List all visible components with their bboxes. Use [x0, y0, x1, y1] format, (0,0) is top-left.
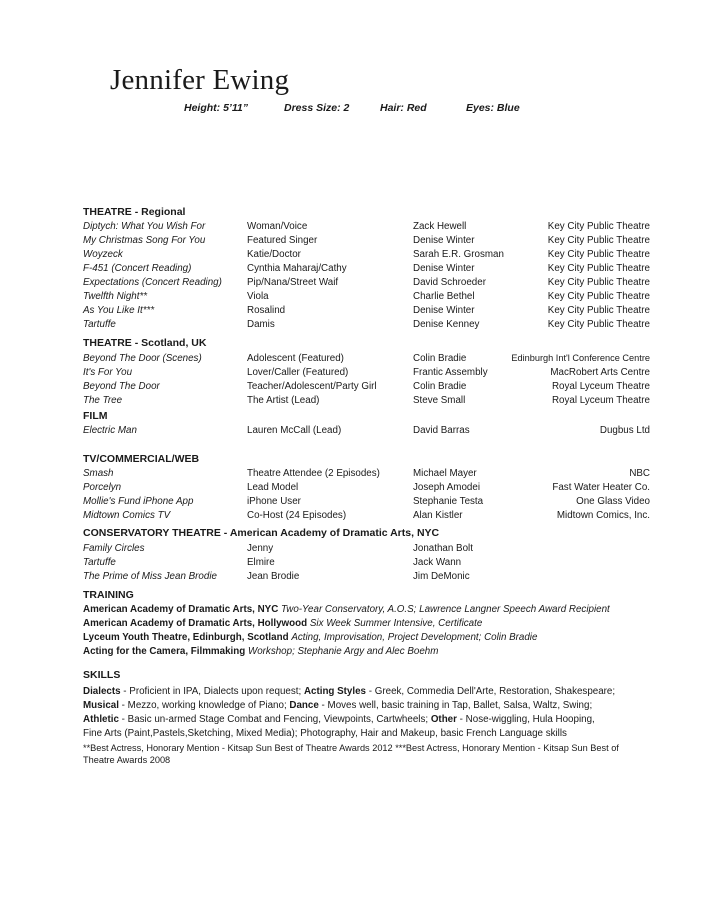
- training-detail: Acting, Improvisation, Project Development; Colin Bradie: [291, 632, 538, 643]
- skills-line: Fine Arts (Paint,Pastels,Sketching, Mixed Media); Photography, Hair and Makeup, basic French Language skills: [83, 728, 567, 739]
- credit-title: Mollie's Fund iPhone App: [83, 496, 194, 507]
- credit-role: Viola: [247, 291, 269, 302]
- credit-title: Twelfth Night**: [83, 291, 148, 302]
- credit-title: Electric Man: [83, 425, 137, 436]
- skill-text-dance: Moves well, basic training in Tap, Ballet, Salsa, Waltz, Swing;: [327, 700, 593, 711]
- skill-label-dance: Dance: [289, 700, 319, 711]
- actor-name: Jennifer Ewing: [110, 64, 290, 96]
- credit-director: Jonathan Bolt: [413, 543, 473, 554]
- credit-role: Cynthia Maharaj/Cathy: [247, 263, 347, 274]
- credit-venue: Key City Public Theatre: [547, 277, 650, 288]
- skill-label-other: Other: [430, 714, 457, 725]
- credit-row: [0, 234, 702, 248]
- credit-role: Featured Singer: [247, 235, 318, 246]
- credit-title: Porcelyn: [83, 482, 122, 493]
- skill-text-other: Nose-wiggling, Hula Hooping,: [465, 714, 595, 725]
- credit-title: Diptych: What You Wish For: [83, 221, 206, 232]
- credit-role: Woman/Voice: [247, 221, 308, 232]
- section-heading-film: FILM: [83, 410, 108, 422]
- credit-role: Adolescent (Featured): [247, 353, 344, 364]
- skill-text-dialects: Proficient in IPA, Dialects upon request;: [129, 686, 302, 697]
- credit-row: [0, 220, 702, 234]
- skill-text-acting: Greek, Commedia Dell'Arte, Restoration, Shakespeare;: [374, 686, 616, 697]
- skill-label-acting: Acting Styles: [303, 686, 367, 697]
- credit-director: Denise Winter: [413, 263, 475, 274]
- credit-venue: Dugbus Ltd: [599, 425, 650, 436]
- credit-director: Jack Wann: [413, 557, 462, 568]
- credit-director: David Barras: [413, 425, 470, 436]
- credit-row: [0, 424, 702, 438]
- training-item: [83, 617, 653, 631]
- credit-row: [0, 262, 702, 276]
- footnote-line: **Best Actress, Honorary Mention - Kitsap Sun Best of Theatre Awards 2012 ***Best Actress, Honorary Mention - Kitsap Sun Best of: [83, 743, 619, 753]
- credit-venue: Key City Public Theatre: [547, 235, 650, 246]
- credit-venue: Fast Water Heater Co.: [552, 482, 650, 493]
- credit-row: [0, 366, 702, 380]
- credit-title: Beyond The Door: [83, 381, 160, 392]
- credit-venue: Royal Lyceum Theatre: [551, 395, 650, 406]
- training-school: American Academy of Dramatic Arts, Hollywood: [83, 618, 308, 629]
- credit-venue: Key City Public Theatre: [547, 263, 650, 274]
- credit-venue: Key City Public Theatre: [547, 249, 650, 260]
- training-school: Lyceum Youth Theatre, Edinburgh, Scotland: [83, 632, 289, 643]
- credit-title: Family Circles: [83, 543, 145, 554]
- skill-label-dialects: Dialects: [83, 686, 121, 697]
- credit-venue: MacRobert Arts Centre: [550, 367, 650, 378]
- credit-venue: NBC: [629, 468, 650, 479]
- credit-role: Jean Brodie: [247, 571, 300, 582]
- credit-director: Denise Kenney: [413, 319, 480, 330]
- training-detail: Two-Year Conservatory, A.O.S; Lawrence Langner Speech Award Recipient: [281, 604, 610, 615]
- skill-text-musical: Mezzo, working knowledge of Piano;: [127, 700, 287, 711]
- credit-role: Katie/Doctor: [247, 249, 301, 260]
- credit-role: The Artist (Lead): [247, 395, 320, 406]
- section-heading-tv: TV/COMMERCIAL/WEB: [83, 453, 200, 465]
- credit-title: Smash: [83, 468, 114, 479]
- skills-line: Dialects - Proficient in IPA, Dialects upon request; Acting Styles - Greek, Commedia Dell'Arte, Restoration, Shakespeare;: [83, 686, 616, 697]
- credit-role: Jenny: [247, 543, 274, 554]
- section-heading-skills: SKILLS: [83, 669, 121, 681]
- credit-title: Tartuffe: [83, 319, 116, 330]
- credit-row: [0, 304, 702, 318]
- training-detail: Six Week Summer Intensive, Certificate: [309, 618, 483, 629]
- credit-role: Co-Host (24 Episodes): [247, 510, 347, 521]
- credit-role: Rosalind: [247, 305, 286, 316]
- credit-director: Steve Small: [413, 395, 466, 406]
- credit-role: Damis: [247, 319, 275, 330]
- credit-director: Denise Winter: [413, 235, 475, 246]
- credit-role: Elmire: [247, 557, 275, 568]
- credit-director: Jim DeMonic: [413, 571, 470, 582]
- credit-role: iPhone User: [247, 496, 301, 507]
- skill-label-athletic: Athletic: [83, 714, 119, 725]
- skill-label-musical: Musical: [83, 700, 119, 711]
- credit-venue: Key City Public Theatre: [547, 291, 650, 302]
- stat-hair: Hair: Red: [380, 102, 427, 114]
- credit-row: [0, 509, 702, 523]
- credit-director: Denise Winter: [413, 305, 475, 316]
- credit-director: Zack Hewell: [413, 221, 467, 232]
- training-item: [83, 631, 653, 645]
- credit-venue: One Glass Video: [576, 496, 650, 507]
- skills-line: Musical - Mezzo, working knowledge of Piano; Dance - Moves well, basic training in Tap, Ballet, Salsa, Waltz, Swing;: [83, 700, 593, 711]
- credit-row: [0, 481, 702, 495]
- credit-title: The Prime of Miss Jean Brodie: [83, 571, 217, 582]
- credit-role: Lead Model: [247, 482, 299, 493]
- credit-title: Expectations (Concert Reading): [83, 277, 222, 288]
- credit-title: As You Like It***: [83, 305, 155, 316]
- credit-row: [0, 248, 702, 262]
- credit-director: Colin Bradie: [413, 381, 467, 392]
- skill-text-athletic: Basic un-armed Stage Combat and Fencing, Viewpoints, Cartwheels;: [127, 714, 429, 725]
- credit-director: Charlie Bethel: [413, 291, 475, 302]
- credit-title: The Tree: [83, 395, 123, 406]
- credit-title: My Christmas Song For You: [83, 235, 206, 246]
- training-item: [83, 645, 653, 659]
- credit-venue: Midtown Comics, Inc.: [556, 510, 650, 521]
- stat-eyes: Eyes: Blue: [466, 102, 520, 114]
- credit-venue: Key City Public Theatre: [547, 319, 650, 330]
- section-heading-theatre-scotland: THEATRE - Scotland, UK: [83, 337, 207, 349]
- credit-row: [0, 556, 702, 570]
- stat-dress-size: Dress Size: 2: [284, 102, 350, 114]
- section-heading-training: TRAINING: [83, 589, 134, 601]
- credit-title: It's For You: [83, 367, 133, 378]
- credit-venue: Key City Public Theatre: [547, 221, 650, 232]
- credit-row: [0, 290, 702, 304]
- credit-venue: Royal Lyceum Theatre: [551, 381, 650, 392]
- credit-row: [0, 380, 702, 394]
- stat-height: Height: 5’11”: [184, 102, 248, 114]
- credit-director: Joseph Amodei: [413, 482, 480, 493]
- credit-row: [0, 467, 702, 481]
- credit-director: Stephanie Testa: [413, 496, 484, 507]
- credit-role: Teacher/Adolescent/Party Girl: [247, 381, 377, 392]
- credit-row: [0, 394, 702, 408]
- credit-row: [0, 318, 702, 332]
- credit-director: Michael Mayer: [413, 468, 477, 479]
- credit-role: Theatre Attendee (2 Episodes): [247, 468, 380, 479]
- credit-title: Midtown Comics TV: [83, 510, 171, 521]
- credit-director: Sarah E.R. Grosman: [413, 249, 504, 260]
- credit-row: [0, 276, 702, 290]
- credit-title: Woyzeck: [83, 249, 123, 260]
- footnote-line: Theatre Awards 2008: [83, 755, 171, 765]
- credit-role: Lover/Caller (Featured): [247, 367, 349, 378]
- credit-director: Frantic Assembly: [413, 367, 488, 378]
- credit-row: [0, 495, 702, 509]
- credit-director: David Schroeder: [413, 277, 486, 288]
- training-school: American Academy of Dramatic Arts, NYC: [83, 604, 279, 615]
- training-detail: Workshop; Stephanie Argy and Alec Boehm: [247, 646, 439, 657]
- section-heading-conservatory: CONSERVATORY THEATRE - American Academy of Dramatic Arts, NYC: [83, 527, 440, 539]
- credit-director: Colin Bradie: [413, 353, 467, 364]
- section-heading-theatre-regional: THEATRE - Regional: [83, 206, 186, 218]
- credit-row: [0, 570, 702, 584]
- credit-row: [0, 542, 702, 556]
- credit-role: Pip/Nana/Street Waif: [247, 277, 339, 288]
- credit-row: [0, 352, 702, 366]
- training-school: Acting for the Camera, Filmmaking: [83, 646, 246, 657]
- credit-title: F-451 (Concert Reading): [83, 263, 192, 274]
- credit-venue: Key City Public Theatre: [547, 305, 650, 316]
- credit-title: Beyond The Door (Scenes): [83, 353, 202, 364]
- credit-title: Tartuffe: [83, 557, 116, 568]
- skills-line: Athletic - Basic un-armed Stage Combat and Fencing, Viewpoints, Cartwheels; Other - Nose-wiggling, Hula Hooping,: [83, 714, 595, 725]
- credit-role: Lauren McCall (Lead): [247, 425, 342, 436]
- training-item: [83, 603, 653, 617]
- credit-venue: Edinburgh Int'l Conference Centre: [511, 353, 650, 363]
- credit-director: Alan Kistler: [413, 510, 463, 521]
